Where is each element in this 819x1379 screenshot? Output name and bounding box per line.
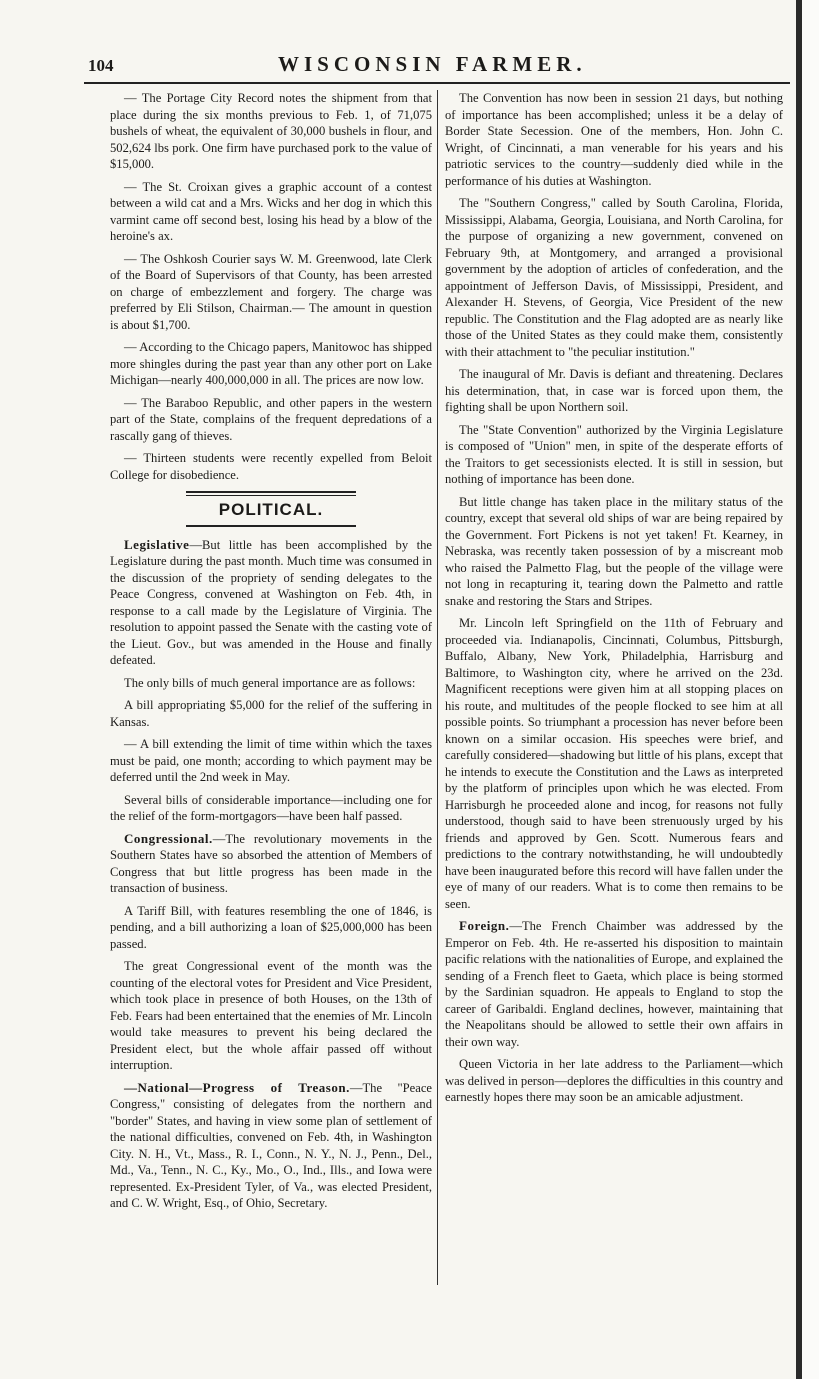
bill-taxes: — A bill extending the limit of time within which the taxes must be paid, one month; according to which payment may be deferred until the 2nd week in May.	[110, 737, 432, 784]
right-column	[445, 90, 783, 1112]
news-item-baraboo: — The Baraboo Republic, and other papers in the western part of the State, complains of the frequent depredations of a rascally gang of thieves.	[110, 395, 432, 443]
column-rule	[437, 90, 438, 1285]
section-title: POLITICAL.	[218, 500, 324, 519]
bills-more: Several bills of considerable importance—including one for the relief of the form-mortgagors—have been half passed.	[110, 792, 432, 823]
foreign-text: —The French Chaimber was addressed by the Emperor on Feb. 4th. He re-asserted his disposition to maintain pacific relations with the nationalities of Europe, and explained the sending of a French fleet to Gaeta, which place is being stormed by the Sardinian squadron. He appeals to England to stop the career of Garibaldi. England declines, however, maintaining that the Neapolitans should be allowed to settle their own affairs in their own way.	[445, 919, 783, 1049]
left-column	[110, 90, 432, 1218]
electoral-count-paragraph: The great Congressional event of the month was the counting of the electoral votes for President and Vice President, which took place in presence of both Houses, on the 13th of Feb. Fears had been entertained that the enemies of Mr. Lincoln would take measures to prevent his being declared the President elect, but the whole affair passed off without interruption.	[110, 959, 432, 1072]
davis-inaugural-paragraph: The inaugural of Mr. Davis is defiant and threatening. Declares his determination, that, in case war is forced upon them, the fighting shall be upon Northern soil.	[445, 367, 783, 414]
legislative-text: —But little has been accomplished by the Legislature during the past month. Much time was consumed in the discussion of the propriety of sending delegates to the Peace Congress, convened at Washington on Feb. 4th, in response to a call made by the Legislature of Virginia. The resolution to appoint passed the Senate with the casting vote of the Lieut. Gov., but was amended in the House and finally defeated.	[110, 537, 432, 667]
paragraph-congressional	[110, 831, 432, 897]
news-item-oshkosh: — The Oshkosh Courier says W. M. Greenwood, late Clerk of the Board of Supervisors of that County, has been arrested on charge of embezzlement and forgery. The charge was preferred by Eli Stilson, Chairman.— The amount in question is about $1,700.	[110, 251, 432, 332]
news-item-st-croixan: — The St. Croixan gives a graphic account of a contest between a wild cat and a Mrs. Wicks and her dog in which this varmint came off second best, losing his head by a blow of the heroine's ax.	[110, 179, 432, 243]
header-rule	[84, 82, 790, 84]
run-in-heading-congressional: Congressional.	[124, 830, 213, 846]
run-in-heading-national: —National—Progress of Treason.	[124, 1079, 350, 1095]
run-in-heading-foreign: Foreign.	[459, 918, 510, 933]
bills-intro: The only bills of much general importance are as follows:	[124, 675, 416, 690]
section-rule-bottom	[186, 525, 356, 527]
convention-paragraph: The Convention has now been in session 21 days, but nothing of importance has been accomplished; unless it be a delay of Border State Secession. One of the members, Hon. John C. Wright, of Cincinnati, a man venerable for his years and his patriotic services to the country—suddenly died while in the performance of his duties at Washington.	[445, 91, 783, 188]
southern-congress-paragraph: The "Southern Congress," called by South Carolina, Florida, Mississippi, Alabama, Georgia, Louisiana, and North Carolina, for the purpose of organizing a new government, convened on February 9th, at Montgomery, and arranged a provisional government by the adoption of articles of confederation, and the appointment of Jefferson Davis, of Mississippi, President, and Alexander H. Stevens, of Georgia, Vice President of the new republic. The Constitution and the Flag adopted are as nearly like those of the United States as they could make them, consistently with their attachment to "the peculiar institution."	[445, 196, 783, 359]
national-text: —The "Peace Congress," consisting of delegates from the northern and "border" States, and having in view some plan of settlement of the national difficulties, convened on Feb. 4th, in Washington City. N. H., Vt., Mass., R. I., Conn., N. Y., N. J., Penn., Del., Md., Va., Tenn., N. C., Ky., Mo., O., Ind., Ills., and Iowa were represented. Ex-President Tyler, of Va., was elected President, and C. W. Wright, Esq., of Ohio, Secretary.	[110, 1080, 433, 1210]
section-heading-political	[110, 491, 432, 527]
news-item-manitowoc: — According to the Chicago papers, Manitowoc has shipped more shingles during the past year than any other port on Lake Michigan—nearly 400,000,000 in all. The prices are now low.	[110, 340, 432, 387]
military-status-paragraph: But little change has taken place in the military status of the country, except that several old ships of war are being repaired by the Government. Fort Pickens is not yet taken! Ft. Kearney, in Nebraska, was recently taken possession of by a miscreant mob who raised the Palmetto Flag, but the people of the village were not long in recapturing it, tearing down the Palmetto and rattle snake and restoring the Stars and Stripes.	[445, 494, 783, 608]
state-convention-paragraph: The "State Convention" authorized by the Virginia Legislature is composed of "Union" men, in spite of the desperate efforts of the Traitors to get secessionists elected. It is still in session, but nothing of importance has been done.	[445, 422, 783, 486]
congressional-text: —The revolutionary movements in the Southern States have so absorbed the attention of Members of Congress that but little progress has been made in the transaction of business.	[110, 831, 432, 895]
tariff-paragraph: A Tariff Bill, with features resembling the one of 1846, is pending, and a bill authorizing a loan of $25,000,000 has been passed.	[110, 903, 432, 951]
scan-margin	[802, 0, 819, 1379]
news-item-beloit: — Thirteen students were recently expelled from Beloit College for disobedience.	[110, 451, 432, 482]
running-title: WISCONSIN FARMER.	[278, 52, 587, 76]
run-in-heading-legislative: Legislative	[124, 536, 190, 552]
news-item-portage: — The Portage City Record notes the shipment from that place during the six months previous to Feb. 1, of 71,075 bushels of wheat, the equivalent of 30,000 bushels in flour, and 502,624 lbs pork. One firm have purchased pork to the value of $15,000.	[110, 91, 432, 171]
paragraph-national	[110, 1080, 432, 1212]
paragraph-foreign	[445, 918, 783, 1050]
paragraph-legislative	[110, 537, 432, 669]
lincoln-journey-paragraph: Mr. Lincoln left Springfield on the 11th of February and proceeded via. Indianapolis, Cincinnati, Columbus, Pittsburgh, Buffalo, Albany, New York, Philadelphia, Harrisburg and Baltimore, to Washington city, where he arrived on the 23d. Magnificent receptions were given him at all stopping places on his route, and multitudes of the people flocked to see him at all possible points. So triumphant a procession has never before been known on a similar occasion. His speeches were brief, and carefully considered—shadowing but little of his plans, except that he intends to execute the Constitution and the Laws as interpreted by the platform of principles upon which he was elected. From Harrisburgh he proceeded alone and incog, for reasons not fully understood, though said to have been strenuously urged by his friends and approved by Gen. Scott. Numerous fears and predictions to the contrary notwithstanding, he will undoubtedly have been inaugurated before this record will have fallen under the eye of many of our readers. What is to come then remains to be seen.	[445, 616, 783, 911]
page-header	[88, 50, 788, 80]
page-number: 104	[88, 56, 114, 75]
bill-kansas: A bill appropriating $5,000 for the relief of the suffering in Kansas.	[110, 698, 432, 729]
section-rule-top-thin	[186, 495, 356, 496]
queen-victoria-paragraph: Queen Victoria in her late address to the Parliament—which was delived in person—deplores the difficulties in this country and earnestly hopes there may soon be an amicable adjustment.	[445, 1057, 783, 1104]
section-rule-top	[186, 491, 356, 493]
